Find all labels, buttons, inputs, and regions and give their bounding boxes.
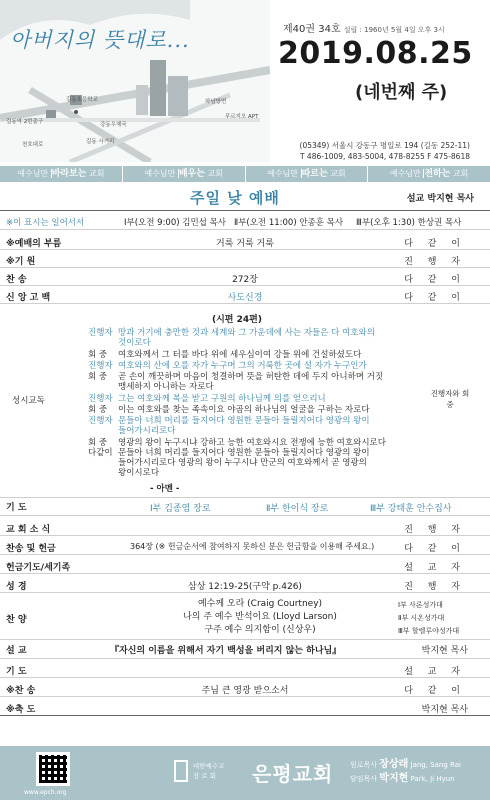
map-label: 푸르지오 APT (225, 114, 259, 120)
reading-leader: 진행자와 회중 (430, 389, 470, 409)
order-row (0, 270, 490, 286)
order-content: 사도신경 (227, 293, 263, 303)
week-label: (네번째 주) (355, 82, 448, 103)
anthem-row (0, 596, 490, 640)
order-content: 거룩 거룩 거룩 (216, 239, 274, 249)
banner-item: 예수님만 전하는 교회 (389, 169, 469, 179)
order-row (0, 558, 490, 574)
order-label: 찬 양 (6, 615, 27, 625)
website-url[interactable]: www.epch.org (24, 789, 67, 796)
bulletin-footer (0, 746, 490, 800)
denomination-line: 대한예수교 (193, 762, 225, 770)
issue-number: 제40권 34호 (283, 24, 341, 35)
senior-pastor: 원로목사 장상래 Jang, Sang Rai (350, 759, 461, 770)
order-leader: 다 같 이 (404, 275, 466, 285)
order-label: 교 회 소 식 (6, 525, 51, 535)
order-row (0, 520, 490, 536)
order-leader: 설 교 자 (404, 563, 466, 573)
anthem-song: 구주 예수 의지함이 (신상우) (204, 625, 316, 635)
service-time: Ⅲ부(오후 1:30) 한상권 목사 (356, 218, 462, 228)
order-row (0, 288, 490, 304)
order-label: ※기 원 (6, 257, 36, 267)
order-row (0, 539, 490, 555)
order-leader: 진 행 자 (404, 257, 466, 267)
order-leader: 진 행 자 (404, 582, 466, 592)
reading-label: 성시교독 (12, 396, 45, 406)
order-content: 삼상 12:19-25(구약 p.426) (188, 582, 302, 592)
issue-info (283, 20, 445, 35)
order-leader: 다 같 이 (404, 686, 466, 696)
church-address (300, 140, 470, 162)
map-label: 길동 사거리 (86, 139, 115, 145)
church-name: 은평교회 (252, 762, 334, 786)
order-label: 성 경 (6, 582, 27, 592)
lead-pastor: 담임목사 박지현 Park, Ji Hyun (350, 773, 455, 784)
address-line: (05349) 서울시 강동구 명일로 194 (길동 252-11) (299, 141, 470, 150)
prayer-leader: Ⅰ부 김종염 장로 (150, 504, 211, 514)
church-logo-icon (174, 760, 188, 782)
order-row (0, 700, 490, 716)
order-leader: 박지현 목사 (421, 705, 468, 715)
map-label: 길동역 2번출구 (6, 119, 44, 125)
order-leader: 다 같 이 (404, 239, 466, 249)
pastor-info (350, 758, 461, 786)
sermon-row (0, 641, 490, 659)
order-label: ※찬 송 (6, 686, 36, 696)
responsive-reading: (시편 24편) 성시교독 진행자와 회중 진행자 땅과 거기에 충만한 것과 세계와 그 가운데에 사는 자들은 다 여호와의 것이로다 회 중 여호와께서 그 터를 바다 위에 세우심이여 강들 위에 건설하셨도다 진행자 여호와의 산에 오를 자가 누구며 그의 거룩한 곳에 설 자가 누구인가 회 중 곧 손이 깨끗하며 마음이 청결하며 뜻을 허탄한 데에 두지 아니하며 거짓 맹세하지 아니하는 자로다 진행자 그는 여호와께 복을 받고 구원의 하나님께 의를 얻으리니 회 중 이는 여호와를 찾는 족속이요 야곱의 하나님의 얼굴을 구하는 자로다 진행자 문들아 너희 머리를 들지어다 영원한 문들아 들릴지어다 영광의 왕이 들어가시리로다 회 중 영광의 왕이 누구시냐 강하고 능한 여호와시요 전쟁에 능한 여호와시로다 다같이 문들아 너희 머리를 들지어다 영원한 문들아 들릴지어다 영광의 왕이 들어가시리로다 영광의 왕이 누구시냐 만군의 여호와께서 곧 영광의 왕이시로다 - 아멘 - (0, 322, 490, 482)
service-title: 주일 낮 예배 (190, 189, 280, 207)
service-times (0, 214, 490, 230)
banner-item: 예수님만 바라보는 교회 (0, 166, 123, 182)
order-label: 설 교 (6, 646, 27, 656)
order-row (0, 577, 490, 593)
service-preacher: 설교 박지현 목사 (406, 194, 474, 204)
map-label: 길동초등학교 (66, 97, 98, 103)
order-label: 기 도 (6, 667, 27, 677)
order-row (0, 662, 490, 678)
founded-date: 설립 : 1960년 5월 4일 오후 3시 (343, 26, 445, 34)
order-row (0, 252, 490, 268)
order-label: 찬 송 (6, 275, 27, 285)
order-leader: 다 같 이 (404, 544, 466, 554)
standing-note: ※이 표시는 일어서서 (6, 218, 85, 228)
divider (0, 210, 490, 211)
choir-name: Ⅲ부 할렐루야성가대 (398, 627, 460, 635)
sermon-title: 『자신의 이름을 위해서 자기 백성을 버리지 않는 하나님』 (110, 646, 342, 656)
order-label: ※예배의 부름 (6, 239, 62, 249)
phone-line: T 486-1009, 483-5004, 478-8255 F 475-8618 (299, 152, 470, 161)
order-leader: 진 행 자 (404, 525, 466, 535)
banner-item: 예수님만 배우는 교회 (123, 166, 246, 182)
prayer-leader: Ⅱ부 한이식 장로 (266, 504, 329, 514)
denomination (193, 761, 224, 781)
psalm-title: (시편 24편) (212, 315, 262, 325)
map-label: 강동우체국 (100, 122, 127, 128)
order-row (0, 234, 490, 250)
denomination-line: 장 로 회 (193, 772, 216, 780)
order-label: 헌금기도/세기족 (6, 563, 71, 573)
service-time: Ⅱ부(오전 11:00) 안종훈 목사 (234, 218, 344, 228)
bulletin-header (0, 0, 490, 162)
choir-name: Ⅰ부 사론성가대 (398, 601, 443, 609)
bulletin-date: 2019.08.25 (278, 36, 473, 71)
motto: 아버지의 뜻대로... (10, 28, 190, 52)
anthem-choirs (398, 599, 459, 638)
prayer-leader: Ⅲ부 강태훈 안수집사 (370, 504, 452, 514)
order-leader: 설 교 자 (404, 667, 466, 677)
service-title-bar (0, 186, 490, 208)
order-content: 주님 큰 영광 받으소서 (201, 686, 289, 696)
anthem-songs (150, 598, 370, 637)
service-time: Ⅰ부(오전 9:00) 김민섭 목사 (124, 218, 227, 228)
qr-code[interactable] (36, 752, 70, 786)
order-content: 272장 (232, 275, 258, 285)
prayer-row (0, 498, 490, 516)
anthem-song: 나의 주 예수 반석이요 (Lloyd Larson) (183, 612, 337, 622)
order-row (0, 681, 490, 697)
order-label: 찬송 및 헌금 (6, 544, 56, 554)
order-label: 신 앙 고 백 (6, 293, 51, 303)
map-label: 하남방면 (205, 99, 227, 105)
order-label: 기 도 (6, 503, 27, 513)
order-leader: 다 같 이 (404, 293, 466, 303)
anthem-song: 예수께 오라 (Craig Courtney) (197, 599, 323, 609)
order-leader: 박지현 목사 (421, 646, 468, 656)
order-content: 364장 (※ 헌금순서에 참여하지 못하신 분은 헌금함을 이용해 주세요.) (130, 542, 375, 551)
banner-item: 예수님만 따르는 교회 (246, 166, 369, 182)
map-label: 천호대로 (22, 142, 44, 148)
choir-name: Ⅱ부 시온성가대 (398, 614, 445, 622)
order-label: ※축 도 (6, 705, 36, 715)
amen: - 아멘 - (150, 484, 180, 494)
motto-banner (0, 166, 490, 182)
